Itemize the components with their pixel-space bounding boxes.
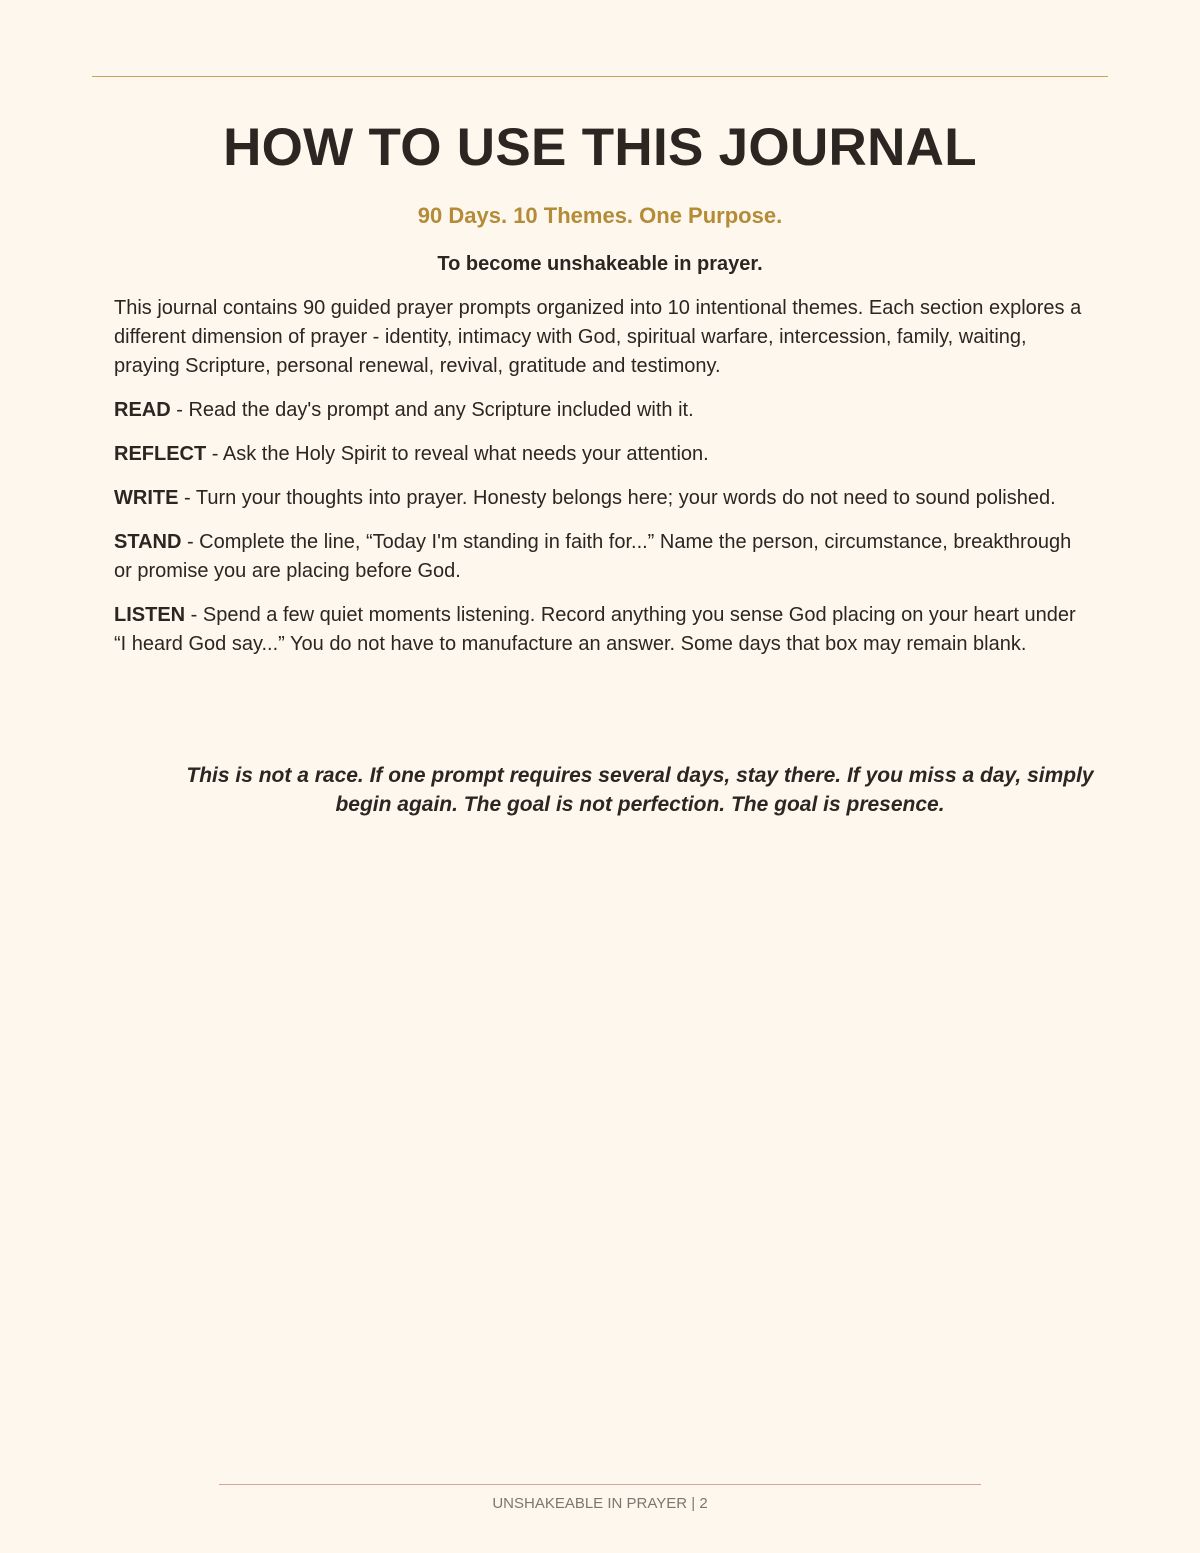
step-write: [114, 484, 1086, 513]
step-description: - Complete the line, “Today I'm standing in faith for...” Name the person, circumstance, breakthrough or promise you are placing before God.: [114, 531, 1072, 582]
step-listen: [114, 601, 1086, 659]
step-term: LISTEN: [114, 604, 186, 626]
body-content: [114, 294, 1086, 674]
step-stand: [114, 528, 1086, 586]
step-description: - Turn your thoughts into prayer. Honesty belongs here; your words do not need to sound polished.: [178, 487, 1056, 509]
purpose-statement: To become unshakeable in prayer.: [437, 253, 763, 275]
step-term: READ: [114, 399, 171, 421]
footer-divider: [219, 1484, 981, 1485]
top-divider: [92, 76, 1108, 77]
step-description: - Ask the Holy Spirit to reveal what needs your attention.: [206, 443, 709, 465]
intro-paragraph: This journal contains 90 guided prayer prompts organized into 10 intentional themes. Each section explores a different dimension of prayer - identity, intimacy with God, spiritual warfare, intercession, family, waiting, praying Scripture, personal renewal, revival, gratitude and testimony.: [114, 297, 1082, 377]
step-description: - Read the day's prompt and any Scripture included with it.: [170, 399, 694, 421]
step-term: WRITE: [114, 487, 179, 509]
step-read: [114, 396, 1086, 425]
page-title: HOW TO USE THIS JOURNAL: [223, 118, 977, 177]
step-description: - Spend a few quiet moments listening. Record anything you sense God placing on your heart under “I heard God say...” You do not have to manufacture an answer. Some days that box may remain blank.: [114, 604, 1076, 655]
step-reflect: [114, 440, 1086, 469]
closing-quote: This is not a race. If one prompt requires several days, stay there. If you miss a day, simply begin again. The goal is not perfection. The goal is presence.: [186, 764, 1094, 816]
step-term: REFLECT: [114, 443, 207, 465]
tagline: 90 Days. 10 Themes. One Purpose.: [417, 203, 783, 228]
step-term: STAND: [114, 531, 182, 553]
page-footer: UNSHAKEABLE IN PRAYER | 2: [492, 1495, 708, 1512]
